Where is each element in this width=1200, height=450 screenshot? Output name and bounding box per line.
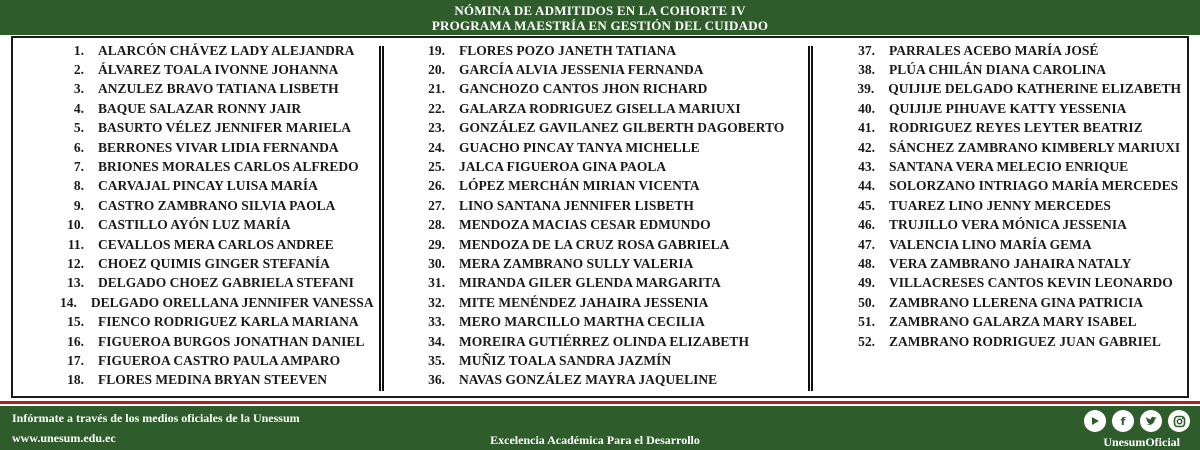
facebook-icon[interactable]: f: [1112, 410, 1134, 432]
list-item-number: 26.: [428, 178, 445, 194]
list-item-number: 25.: [428, 159, 445, 175]
list-item-number: 21.: [428, 81, 445, 97]
list-item-name: GUACHO PINCAY TANYA MICHELLE: [459, 139, 700, 155]
list-item-name: MUÑIZ TOALA SANDRA JAZMÍN: [459, 352, 672, 368]
header-title: NÓMINA DE ADMITIDOS EN LA COHORTE IV: [454, 3, 746, 18]
list-item-number: 35.: [428, 352, 445, 368]
list-item-number: 31.: [428, 275, 445, 291]
list-item-number: 8.: [73, 178, 84, 194]
list-item-name: LÓPEZ MERCHÁN MIRIAN VICENTA: [459, 178, 700, 194]
list-item-number: 45.: [858, 197, 875, 213]
list-item-number: 49.: [858, 275, 875, 291]
list-item: [421, 41, 801, 60]
list-item-name: QUIJIJE PIHUAVE KATTY YESSENIA: [889, 100, 1127, 116]
list-item-number: 24.: [428, 139, 445, 155]
list-item: [851, 196, 1181, 215]
list-item-name: ZAMBRANO LLERENA GINA PATRICIA: [889, 294, 1144, 310]
list-item-number: 4.: [73, 100, 84, 116]
list-item: [851, 119, 1181, 138]
list-item-number: 9.: [73, 197, 84, 213]
list-item-name: PLÚA CHILÁN DIANA CAROLINA: [889, 62, 1107, 78]
list-item: [851, 216, 1181, 235]
list-item-number: 33.: [428, 314, 445, 330]
list-item-name: MIRANDA GILER GLENDA MARGARITA: [459, 275, 721, 291]
list-column-2: [421, 41, 801, 390]
list-item: [421, 312, 801, 331]
list-item-number: 28.: [428, 217, 445, 233]
list-item-number: 20.: [428, 62, 445, 78]
list-item-number: 43.: [858, 159, 875, 175]
list-item-name: BRIONES MORALES CARLOS ALFREDO: [98, 159, 359, 175]
list-item-number: 16.: [67, 333, 84, 349]
list-item: [421, 138, 801, 157]
list-item-number: 6.: [73, 139, 84, 155]
list-item: [421, 60, 801, 79]
list-item: [60, 274, 370, 293]
list-item-number: 13.: [67, 275, 84, 291]
list-item: [60, 235, 370, 254]
list-item-name: CASTRO ZAMBRANO SILVIA PAOLA: [98, 197, 336, 213]
list-item-name: ÁLVAREZ TOALA IVONNE JOHANNA: [98, 62, 339, 78]
list-item: [421, 332, 801, 351]
list-item-number: 17.: [67, 352, 84, 368]
list-item-name: CASTILLO AYÓN LUZ MARÍA: [98, 217, 291, 233]
list-item-name: VILLACRESES CANTOS KEVIN LEONARDO: [889, 275, 1173, 291]
list-item: [421, 293, 801, 312]
list-item-name: ZAMBRANO RODRIGUEZ JUAN GABRIEL: [889, 333, 1161, 349]
footer-social-handle: UnesumOficial: [1103, 435, 1180, 449]
list-item-name: PARRALES ACEBO MARÍA JOSÉ: [889, 42, 1099, 58]
list-item-number: 5.: [73, 120, 84, 136]
list-item-name: VERA ZAMBRANO JAHAIRA NATALY: [889, 255, 1132, 271]
list-item: [60, 371, 370, 390]
list-item: [60, 196, 370, 215]
list-item-number: 3.: [73, 81, 84, 97]
list-item: [60, 332, 370, 351]
list-item-number: 34.: [428, 333, 445, 349]
list-item-name: JALCA FIGUEROA GINA PAOLA: [459, 159, 667, 175]
list-item-name: MITE MENÉNDEZ JAHAIRA JESSENIA: [459, 294, 709, 310]
list-item-number: 48.: [858, 255, 875, 271]
list-item-name: FIGUEROA CASTRO PAULA AMPARO: [98, 352, 341, 368]
list-item-number: 1.: [73, 42, 84, 58]
list-item: [421, 351, 801, 370]
list-item-number: 36.: [428, 372, 445, 388]
list-item-number: 15.: [67, 314, 84, 330]
footer-info-text: Infórmate a través de los medios oficiales de la Unessum: [12, 411, 300, 425]
list-item: [851, 235, 1181, 254]
list-item-number: 46.: [858, 217, 875, 233]
list-item-number: 39.: [857, 81, 875, 97]
list-item: [60, 216, 370, 235]
list-item-number: 38.: [858, 62, 875, 78]
list-item-name: ALARCÓN CHÁVEZ LADY ALEJANDRA: [98, 42, 355, 58]
list-item-name: SOLORZANO INTRIAGO MARÍA MERCEDES: [889, 178, 1179, 194]
list-item: [851, 274, 1181, 293]
list-item: [421, 119, 801, 138]
list-item: [851, 80, 1181, 99]
list-item-name: DELGADO CHOEZ GABRIELA STEFANI: [98, 275, 354, 291]
list-item-number: 47.: [858, 236, 875, 252]
list-item-name: LINO SANTANA JENNIFER LISBETH: [459, 197, 694, 213]
list-item-name: MENDOZA MACIAS CESAR EDMUNDO: [459, 217, 711, 233]
list-item: [851, 254, 1181, 273]
list-item-number: 40.: [858, 100, 875, 116]
list-item-number: 12.: [67, 255, 84, 271]
list-item-name: FIGUEROA BURGOS JONATHAN DANIEL: [98, 333, 365, 349]
list-item: [851, 332, 1181, 351]
footer-bar: [0, 406, 1200, 450]
list-item: [851, 99, 1181, 118]
list-item: [60, 157, 370, 176]
list-item: [60, 293, 374, 312]
list-item-name: BAQUE SALAZAR RONNY JAIR: [98, 100, 302, 116]
list-item-name: TUAREZ LINO JENNY MERCEDES: [889, 197, 1111, 213]
list-item-name: FLORES POZO JANETH TATIANA: [459, 42, 677, 58]
list-item: [851, 138, 1181, 157]
list-item-name: QUIJIJE DELGADO KATHERINE ELIZABETH: [888, 81, 1181, 97]
list-item-name: SANTANA VERA MELECIO ENRIQUE: [889, 159, 1129, 175]
footer-slogan: Excelencia Académica Para el Desarrollo: [490, 433, 700, 447]
list-item-name: GARCÍA ALVIA JESSENIA FERNANDA: [459, 62, 704, 78]
list-item: [60, 41, 370, 60]
admitted-list-frame: [11, 36, 1189, 398]
list-item-number: 19.: [428, 42, 445, 58]
list-item: [60, 351, 370, 370]
list-item-number: 30.: [428, 255, 445, 271]
list-item: [60, 254, 370, 273]
list-item: [421, 371, 801, 390]
column-divider: [379, 46, 384, 391]
instagram-icon[interactable]: [1168, 410, 1190, 432]
list-item-number: 42.: [858, 139, 875, 155]
list-item-name: FIENCO RODRIGUEZ KARLA MARIANA: [98, 314, 359, 330]
list-item-number: 32.: [428, 294, 445, 310]
list-item: [60, 60, 370, 79]
list-item: [421, 216, 801, 235]
list-item-name: GALARZA RODRIGUEZ GISELLA MARIUXI: [459, 100, 741, 116]
list-item-name: BERRONES VIVAR LIDIA FERNANDA: [98, 139, 339, 155]
list-item: [421, 80, 801, 99]
list-item: [851, 312, 1181, 331]
list-item: [851, 293, 1181, 312]
list-item: [421, 99, 801, 118]
youtube-icon[interactable]: [1084, 410, 1106, 432]
list-item: [60, 312, 370, 331]
list-item-name: MOREIRA GUTIÉRREZ OLINDA ELIZABETH: [459, 333, 749, 349]
list-item: [60, 99, 370, 118]
list-item: [421, 235, 801, 254]
list-item: [851, 157, 1181, 176]
list-item-number: 23.: [428, 120, 445, 136]
column-divider: [808, 46, 813, 391]
list-item: [851, 60, 1181, 79]
list-item-number: 7.: [73, 159, 84, 175]
list-item: [421, 157, 801, 176]
list-item: [421, 254, 801, 273]
list-item-name: FLORES MEDINA BRYAN STEEVEN: [98, 372, 327, 388]
header-subtitle: PROGRAMA MAESTRÍA EN GESTIÓN DEL CUIDADO: [431, 18, 769, 33]
list-item: [851, 177, 1181, 196]
list-item: [421, 177, 801, 196]
list-item-name: CHOEZ QUIMIS GINGER STEFANÍA: [98, 255, 330, 271]
list-item-name: MENDOZA DE LA CRUZ ROSA GABRIELA: [459, 236, 730, 252]
list-column-1: [60, 41, 374, 390]
list-item: [421, 196, 801, 215]
list-item-number: 22.: [428, 100, 445, 116]
list-item-number: 2.: [73, 62, 84, 78]
list-item-number: 50.: [858, 294, 875, 310]
list-item-name: ANZULEZ BRAVO TATIANA LISBETH: [98, 81, 339, 97]
list-item: [60, 138, 370, 157]
list-item-name: ZAMBRANO GALARZA MARY ISABEL: [889, 314, 1137, 330]
list-item-name: SÁNCHEZ ZAMBRANO KIMBERLY MARIUXI: [889, 139, 1181, 155]
list-item-name: GANCHOZO CANTOS JHON RICHARD: [459, 81, 708, 97]
list-item-number: 10.: [67, 217, 84, 233]
list-item: [851, 41, 1181, 60]
list-item-name: MERO MARCILLO MARTHA CECILIA: [459, 314, 705, 330]
list-item-name: VALENCIA LINO MARÍA GEMA: [889, 236, 1092, 252]
list-item-number: 11.: [67, 236, 84, 252]
list-item-name: GONZÁLEZ GAVILANEZ GILBERTH DAGOBERTO: [459, 120, 785, 136]
list-item-number: 51.: [858, 314, 875, 330]
list-item: [60, 177, 370, 196]
list-item-name: TRUJILLO VERA MÓNICA JESSENIA: [889, 217, 1127, 233]
list-item-name: DELGADO ORELLANA JENNIFER VANESSA: [90, 294, 374, 310]
list-item: [60, 119, 370, 138]
header-banner: [0, 0, 1200, 35]
list-item-number: 14.: [60, 294, 77, 310]
list-item-name: BASURTO VÉLEZ JENNIFER MARIELA: [98, 120, 351, 136]
list-item-number: 27.: [428, 197, 445, 213]
list-item-number: 29.: [428, 236, 445, 252]
twitter-icon[interactable]: [1140, 410, 1162, 432]
social-icons: [1084, 410, 1190, 432]
footer-website-link[interactable]: www.unesum.edu.ec: [12, 431, 116, 445]
list-item-number: 52.: [858, 333, 875, 349]
list-item-number: 44.: [858, 178, 875, 194]
list-item-name: RODRIGUEZ REYES LEYTER BEATRIZ: [889, 120, 1143, 136]
list-item-name: NAVAS GONZÁLEZ MAYRA JAQUELINE: [459, 372, 718, 388]
list-item-name: CEVALLOS MERA CARLOS ANDREE: [98, 236, 334, 252]
list-item-number: 37.: [858, 42, 875, 58]
list-item-number: 18.: [67, 372, 84, 388]
list-item: [421, 274, 801, 293]
list-item-name: MERA ZAMBRANO SULLY VALERIA: [459, 255, 694, 271]
list-item-name: CARVAJAL PINCAY LUISA MARÍA: [98, 178, 318, 194]
list-item: [60, 80, 370, 99]
list-item-number: 41.: [858, 120, 875, 136]
list-column-3: [851, 41, 1181, 351]
